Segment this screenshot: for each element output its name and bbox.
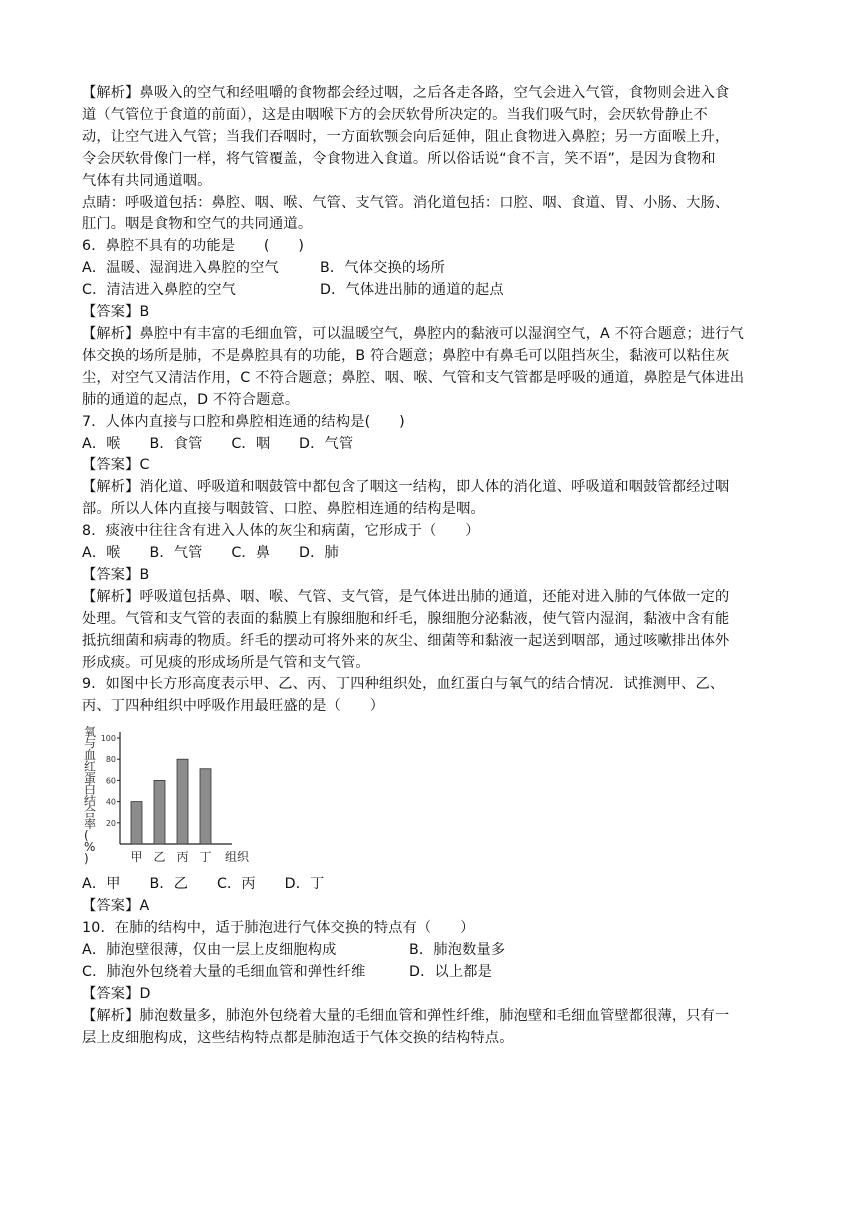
text-line: 体交换的场所是肺，不是鼻腔具有的功能，B 符合题意；鼻腔中有鼻毛可以阻挡灰尘，黏液可以粘住灰 xyxy=(82,347,730,364)
y-tick-label: 20 xyxy=(105,819,116,829)
x-axis-label: 组织 xyxy=(225,850,250,865)
text-line: 层上皮细胞构成，这些结构特点都是肺泡适于气体交换的结构特点。 xyxy=(82,1029,514,1046)
text-line: 部。所以人体内直接与咽鼓管、口腔、鼻腔相连通的结构是咽。 xyxy=(82,501,485,518)
question-stem: 8．痰液中往往含有进入人体的灰尘和病菌，它形成于（ ） xyxy=(82,523,480,540)
option-c: C．清洁进入鼻腔的空气 xyxy=(82,282,236,299)
text-line: 抵抗细菌和病毒的物质。纤毛的摆动可将外来的灰尘、细菌等和黏液一起送到咽部，通过咳嗽排出体外 xyxy=(82,632,730,649)
x-tick-label: 丁 xyxy=(199,850,212,865)
bar-2 xyxy=(177,759,188,844)
bar-chart xyxy=(82,722,282,870)
option-a: A．肺泡壁很薄，仅由一层上皮细胞构成 xyxy=(82,942,337,958)
bar-3 xyxy=(200,769,211,844)
text-line: 肺的通道的起点，D 不符合题意。 xyxy=(82,391,300,408)
text-line: 令会厌软骨像门一样，将气管覆盖，令食物进入食道。所以俗话说“食不言，笑不语”，是因为食物和 xyxy=(82,150,716,167)
bar-0 xyxy=(131,802,142,844)
question-6 xyxy=(82,236,782,411)
text-line: 【解析】鼻吸入的空气和经咀嚼的食物都会经过咽，之后各走各路，空气会进入气管，食物则会进入食 xyxy=(82,85,730,101)
option-row xyxy=(82,940,782,962)
y-tick-label: 80 xyxy=(105,755,116,765)
y-axis-label-char: 氧 xyxy=(84,725,97,740)
options: A．喉 B．食管 C．咽 D．气管 xyxy=(82,435,354,452)
option-row xyxy=(82,258,782,280)
option-b: B．肺泡数量多 xyxy=(409,942,506,958)
y-axis-label-char: 率 xyxy=(84,817,97,832)
y-tick-label: 60 xyxy=(105,776,116,786)
question-stem: 7．人体内直接与口腔和鼻腔相连通的结构是( ) xyxy=(82,413,405,430)
y-axis-label-char: ) xyxy=(84,851,89,866)
question-stem: 9．如图中长方形高度表示甲、乙、丙、丁四种组织处，血红蛋白与氧气的结合情况．试推测甲、乙、 xyxy=(82,676,725,693)
bar-chart-svg xyxy=(82,722,282,870)
text-line: 气体有共同通道咽。 xyxy=(82,172,212,189)
option-a: A．温暖、湿润进入鼻腔的空气 xyxy=(82,260,279,277)
answer: 【答案】B xyxy=(82,304,150,321)
answer: 【答案】C xyxy=(82,457,150,474)
x-tick-label: 乙 xyxy=(153,850,166,865)
q5-analysis xyxy=(82,83,782,236)
bar-1 xyxy=(154,781,165,845)
option-row xyxy=(82,280,782,302)
question-stem: 丙、丁四种组织中呼吸作用最旺盛的是（ ） xyxy=(82,698,385,715)
y-axis-label-char: 蛋 xyxy=(84,771,97,786)
y-axis-label-char: 合 xyxy=(84,805,97,820)
text-line: 形成痰。可见痰的形成场所是气管和支气管。 xyxy=(82,654,370,671)
text-line: 动，让空气进入气管；当我们吞咽时，一方面软颚会向后延伸，阻止食物进入鼻腔；另一方面喉上升， xyxy=(82,128,730,145)
y-axis-label-char: 结 xyxy=(84,794,97,809)
y-tick-label: 40 xyxy=(105,797,116,807)
option-d: D．气体进出肺的通道的起点 xyxy=(320,282,504,299)
text-line: 处理。气管和支气管的表面的黏膜上有腺细胞和纤毛，腺细胞分泌黏液，使气管内湿润，黏液中含有能 xyxy=(82,610,730,627)
y-axis-label-char: 红 xyxy=(84,759,97,774)
x-tick-label: 丙 xyxy=(176,850,189,865)
option-d: D．以上都是 xyxy=(409,963,493,980)
answer: 【答案】B xyxy=(82,566,150,583)
y-tick-label: 100 xyxy=(100,734,116,744)
text-line: 道（气管位于食道的前面），这是由咽喉下方的会厌软骨所决定的。当我们吸气时，会厌软骨静止不 xyxy=(82,106,708,123)
y-axis-label-char: 血 xyxy=(84,748,97,763)
answer: 【答案】D xyxy=(82,985,151,1002)
text-line: 【解析】消化道、呼吸道和咽鼓管中都包含了咽这一结构，即人体的消化道、呼吸道和咽鼓管都经过咽 xyxy=(82,479,730,496)
document-page xyxy=(82,83,782,1050)
option-b: B．气体交换的场所 xyxy=(320,260,446,277)
text-line: 【解析】肺泡数量多，肺泡外包绕着大量的毛细血管和弹性纤维，肺泡壁和毛细血管壁都很薄，只有一 xyxy=(82,1007,730,1024)
question-10 xyxy=(82,918,782,1049)
x-tick-label: 甲 xyxy=(130,850,143,865)
question-stem: 6．鼻腔不具有的功能是 ( ) xyxy=(82,238,305,255)
text-line: 点睛：呼吸道包括：鼻腔、咽、喉、气管、支气管。消化道包括：口腔、咽、食道、胃、小肠、大肠、 xyxy=(82,194,730,211)
options: A．喉 B．气管 C．鼻 D．肺 xyxy=(82,545,339,562)
question-stem: 10．在肺的结构中，适于肺泡进行气体交换的特点有（ ） xyxy=(82,920,475,937)
option-c: C．肺泡外包绕着大量的毛细血管和弹性纤维 xyxy=(82,963,366,980)
question-9 xyxy=(82,674,782,918)
y-axis-label-char: ( xyxy=(84,828,89,843)
y-axis-label-char: % xyxy=(84,840,96,855)
y-axis-label-char: 与 xyxy=(84,736,97,751)
text-line: 【解析】鼻腔中有丰富的毛细血管，可以温暖空气，鼻腔内的黏液可以湿润空气，A 不符合题意；进行气 xyxy=(82,325,745,342)
text-line: 尘，对空气又清洁作用，C 不符合题意；鼻腔、咽、喉、气管和支气管都是呼吸的通道，鼻腔是气体进出 xyxy=(82,369,745,386)
answer: 【答案】A xyxy=(82,898,150,915)
text-line: 肛门。咽是食物和空气的共同通道。 xyxy=(82,216,313,233)
text-line: 【解析】呼吸道包括鼻、咽、喉、气管、支气管，是气体进出肺的通道，还能对进入肺的气体做一定的 xyxy=(82,588,730,605)
y-axis-label-char: 白 xyxy=(84,782,97,797)
question-7 xyxy=(82,412,782,522)
options: A．甲 B．乙 C．丙 D．丁 xyxy=(82,876,325,893)
question-8 xyxy=(82,521,782,674)
option-row xyxy=(82,962,782,984)
